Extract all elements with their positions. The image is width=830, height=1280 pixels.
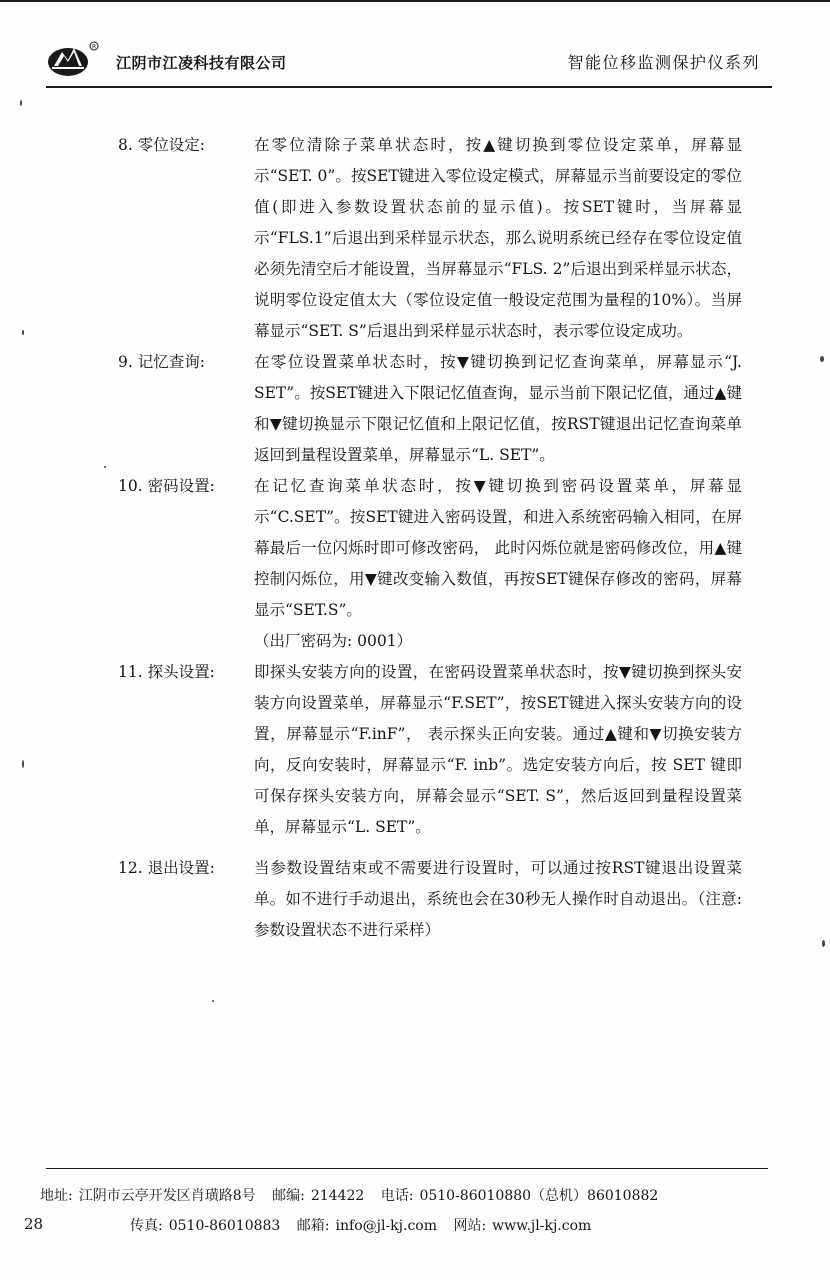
phone-value: 0510-86010880（总机）86010882	[419, 1188, 659, 1204]
factory-password-note: （出厂密码为: 0001）	[254, 632, 413, 650]
list-item-exit-setting	[0, 853, 830, 946]
item-label: 8. 零位设定:	[118, 136, 205, 154]
email-label: 邮箱:	[296, 1218, 330, 1234]
product-series-title: 智能位移监测保护仪系列	[567, 53, 760, 72]
header-divider	[46, 86, 772, 88]
website-value: www.jl-kj.com	[492, 1218, 592, 1234]
address-label: 地址:	[40, 1188, 73, 1204]
fax-value: 0510-86010883	[168, 1218, 281, 1234]
page-header	[46, 38, 772, 88]
scan-speck	[212, 1000, 214, 1002]
scan-speck	[20, 100, 22, 106]
scan-speck	[822, 940, 825, 947]
website-label: 网站:	[453, 1218, 487, 1234]
scan-speck	[22, 760, 24, 768]
postcode-label: 邮编:	[272, 1188, 305, 1204]
company-name: 江阴市江凌科技有限公司	[116, 54, 287, 72]
fax-label: 传真:	[130, 1218, 163, 1234]
item-text: 即探头安装方向的设置，在密码设置菜单状态时，按▼键切换到探头安装方向设置菜单，屏幕显示“F.SET”，按SET键进入探头安装方向的设置，屏幕显示“F.inF”， 表示探头正向安装。通过▲键和▼切换安装方向，反向安装时，屏幕显示“F. inb”。选定安装方向后，按 SET 键即可保存探头安装方向，屏幕会显示“SET. S”，然后返回到量程设置菜单，屏幕显示“L. SET”。	[254, 663, 742, 836]
top-edge-line	[0, 0, 830, 2]
scan-speck	[820, 356, 824, 362]
email-value: info@jl-kj.com	[335, 1218, 437, 1234]
phone-label: 电话:	[380, 1188, 414, 1204]
list-item-zero-setting	[0, 130, 830, 347]
item-text: 当参数设置结束或不需要进行设置时，可以通过按RST键退出设置菜单。如不进行手动退出，系统也会在30秒无人操作时自动退出。（注意: 参数设置状态不进行采样）	[254, 859, 742, 939]
scan-speck	[104, 466, 106, 468]
settings-list	[0, 130, 830, 946]
footer-contact-line-2	[130, 1215, 591, 1235]
page-number: 28	[24, 1215, 44, 1233]
footer-divider	[46, 1168, 768, 1169]
scan-speck	[22, 330, 24, 335]
list-item-memory-query	[0, 347, 830, 471]
item-text: 在零位设置菜单状态时，按▼键切换到记忆查询菜单，屏幕显示“J. SET”。按SET键进入下限记忆值查询，显示当前下限记忆值，通过▲键和▼键切换显示下限记忆值和上限记忆值，按RST键退出记忆查询菜单返回到量程设置菜单，屏幕显示“L. SET”。	[254, 353, 742, 464]
item-label: 11. 探头设置:	[118, 663, 215, 681]
svg-text:R: R	[92, 43, 97, 51]
item-text: 在零位清除子菜单状态时，按▲键切换到零位设定菜单，屏幕显示“SET. 0”。按SET键进入零位设定模式，屏幕显示当前要设定的零位值(即进入参数设置状态前的显示值)。按SET键时，当屏幕显示“FLS.1”后退出到采样显示状态，那么说明系统已经存在零位设定值必须先清空后才能设置，当屏幕显示“FLS. 2”后退出到采样显示状态，说明零位设定值太大（零位设定值一般设定范围为量程的10%）。当屏幕显示“SET. S”后退出到采样显示状态时，表示零位设定成功。	[254, 136, 742, 340]
list-item-password-setting	[0, 471, 830, 657]
list-item-probe-setting	[0, 657, 830, 843]
footer-contact-line-1	[40, 1185, 658, 1205]
item-text: 在记忆查询菜单状态时，按▼键切换到密码设置菜单，屏幕显示“C.SET”。按SET键进入密码设置，和进入系统密码输入相同，在屏幕最后一位闪烁时即可修改密码， 此时闪烁位就是密码修改位，用▲键控制闪烁位，用▼键改变输入数值，再按SET键保存修改的密码，屏幕显示“SET.S”。	[254, 477, 742, 619]
item-label: 9. 记忆查询:	[118, 353, 205, 371]
item-label: 12. 退出设置:	[118, 859, 215, 877]
item-label: 10. 密码设置:	[118, 477, 215, 495]
address-value: 江阴市云亭开发区肖璜路8号	[78, 1188, 256, 1204]
company-logo-icon	[46, 40, 102, 80]
postcode-value: 214422	[310, 1188, 365, 1204]
